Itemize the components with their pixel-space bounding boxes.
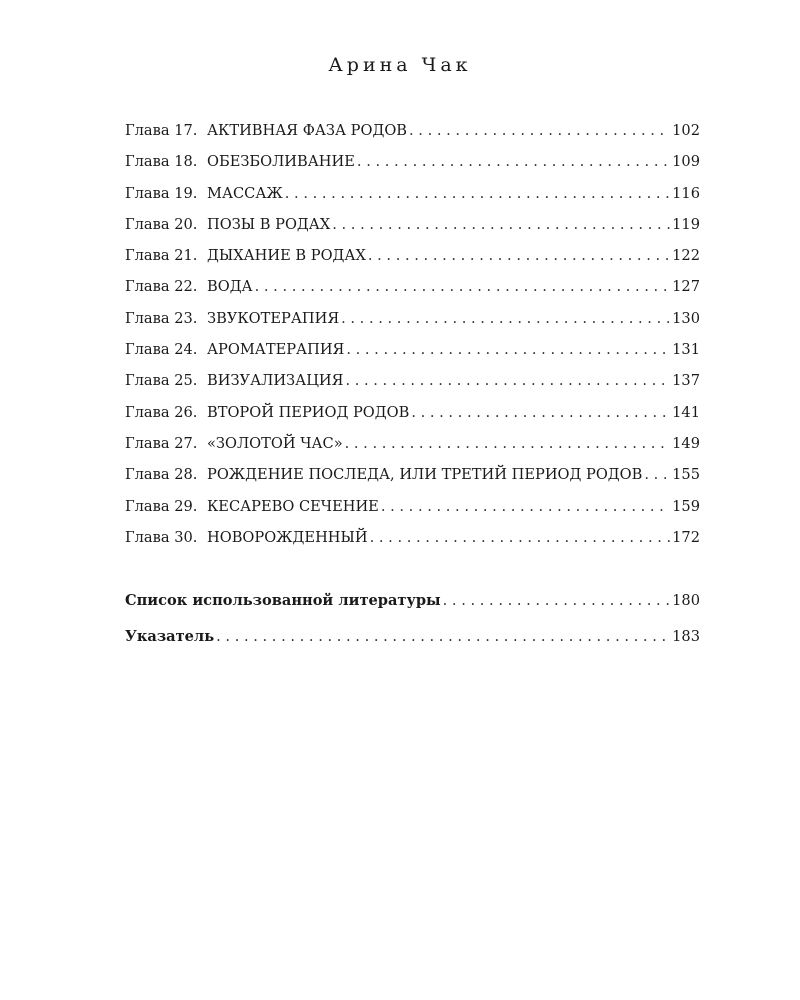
toc-entry-chapter-18[interactable] — [125, 153, 700, 184]
toc-dot-leader — [285, 185, 670, 202]
toc-entry-chapter-24[interactable] — [125, 341, 700, 372]
toc-chapter-number: Глава 21. — [125, 247, 198, 265]
toc-chapter-number: Глава 30. — [125, 528, 198, 546]
toc-chapter-title: ВИЗУАЛИЗАЦИЯ — [207, 372, 344, 390]
toc-chapter-title: ВОДА — [207, 278, 253, 296]
toc-chapter-title: ВТОРОЙ ПЕРИОД РОДОВ — [207, 403, 410, 421]
toc-entry-chapter-30[interactable] — [125, 529, 700, 560]
toc-dot-leader — [345, 435, 671, 452]
toc-chapter-number: Глава 29. — [125, 497, 198, 515]
toc-section-gap — [125, 560, 700, 592]
toc-page-number: 155 — [672, 466, 700, 484]
toc-dot-leader — [341, 310, 670, 327]
toc-page-number: 109 — [672, 153, 700, 171]
toc-page-number: 102 — [672, 122, 700, 139]
toc-page-number: 131 — [672, 341, 700, 359]
toc-dot-leader — [443, 592, 670, 609]
toc-chapter-number: Глава 23. — [125, 309, 198, 327]
toc-page-number: 116 — [672, 184, 700, 202]
toc-chapter-title: ПОЗЫ В РОДАХ — [207, 215, 331, 233]
toc-chapter-title: НОВОРОЖДЕННЫЙ — [207, 528, 368, 546]
table-of-contents — [125, 122, 700, 664]
toc-chapter-title: КЕСАРЕВО СЕЧЕНИЕ — [207, 497, 379, 515]
toc-entry-chapter-20[interactable] — [125, 216, 700, 247]
toc-entry-chapter-25[interactable] — [125, 372, 700, 403]
toc-entry-chapter-21[interactable] — [125, 247, 700, 278]
toc-dot-leader — [644, 466, 670, 483]
toc-page-number: 122 — [672, 247, 700, 265]
toc-chapter-number: Глава 20. — [125, 215, 198, 233]
toc-dot-leader — [370, 529, 671, 546]
toc-chapter-number: Глава 17. — [125, 122, 198, 139]
toc-entry-chapter-17[interactable] — [125, 122, 700, 153]
toc-chapter-number: Глава 26. — [125, 403, 198, 421]
toc-entry-chapter-19[interactable] — [125, 185, 700, 216]
toc-chapter-title: ДЫХАНИЕ В РОДАХ — [207, 247, 366, 265]
toc-chapter-number: Глава 27. — [125, 434, 198, 452]
toc-dot-leader — [346, 341, 670, 358]
toc-entry-chapter-22[interactable] — [125, 278, 700, 309]
toc-dot-leader — [357, 153, 670, 170]
toc-dot-leader — [255, 278, 671, 295]
toc-dot-leader — [409, 122, 670, 139]
toc-dot-leader — [368, 247, 670, 264]
toc-chapter-title: «ЗОЛОТОЙ ЧАС» — [207, 434, 343, 452]
toc-page-number: 183 — [672, 628, 700, 646]
toc-entry-chapter-28[interactable] — [125, 466, 700, 497]
toc-backmatter-title: Указатель — [125, 628, 215, 646]
toc-chapter-title: АРОМАТЕРАПИЯ — [207, 341, 345, 359]
toc-entry-index[interactable] — [125, 628, 700, 664]
page-header-author: Арина Чак — [328, 54, 472, 76]
toc-page-number: 127 — [672, 278, 700, 296]
toc-dot-leader — [345, 372, 670, 389]
toc-dot-leader — [411, 404, 670, 421]
toc-chapter-number: Глава 19. — [125, 184, 198, 202]
toc-page-number: 119 — [672, 215, 700, 233]
toc-page-number: 141 — [672, 403, 700, 421]
toc-chapter-number: Глава 25. — [125, 372, 198, 390]
toc-entry-chapter-27[interactable] — [125, 435, 700, 466]
toc-chapter-number: Глава 24. — [125, 341, 198, 359]
toc-dot-leader — [216, 628, 670, 645]
toc-chapter-number: Глава 22. — [125, 278, 198, 296]
toc-entry-chapter-23[interactable] — [125, 310, 700, 341]
toc-chapter-title: ОБЕЗБОЛИВАНИЕ — [207, 153, 355, 171]
toc-entry-chapter-29[interactable] — [125, 498, 700, 529]
toc-page-number: 137 — [672, 372, 700, 390]
toc-chapter-title: МАССАЖ — [207, 184, 283, 202]
toc-dot-leader — [332, 216, 670, 233]
toc-dot-leader — [381, 498, 670, 515]
toc-chapter-number: Глава 18. — [125, 153, 198, 171]
toc-page-number: 130 — [672, 309, 700, 327]
toc-page-number: 159 — [672, 497, 700, 515]
toc-page-number: 149 — [672, 434, 700, 452]
toc-page-number: 180 — [672, 592, 700, 610]
toc-chapter-title: РОЖДЕНИЕ ПОСЛЕДА, ИЛИ ТРЕТИЙ ПЕРИОД РОДОВ — [207, 466, 643, 484]
toc-entry-bibliography[interactable] — [125, 592, 700, 628]
toc-chapter-number: Глава 28. — [125, 466, 198, 484]
toc-backmatter-title: Список использованной литературы — [125, 592, 441, 610]
toc-page-number: 172 — [672, 528, 700, 546]
toc-chapter-title: ЗВУКОТЕРАПИЯ — [207, 309, 340, 327]
toc-entry-chapter-26[interactable] — [125, 404, 700, 435]
toc-chapter-title: АКТИВНАЯ ФАЗА РОДОВ — [207, 122, 408, 139]
